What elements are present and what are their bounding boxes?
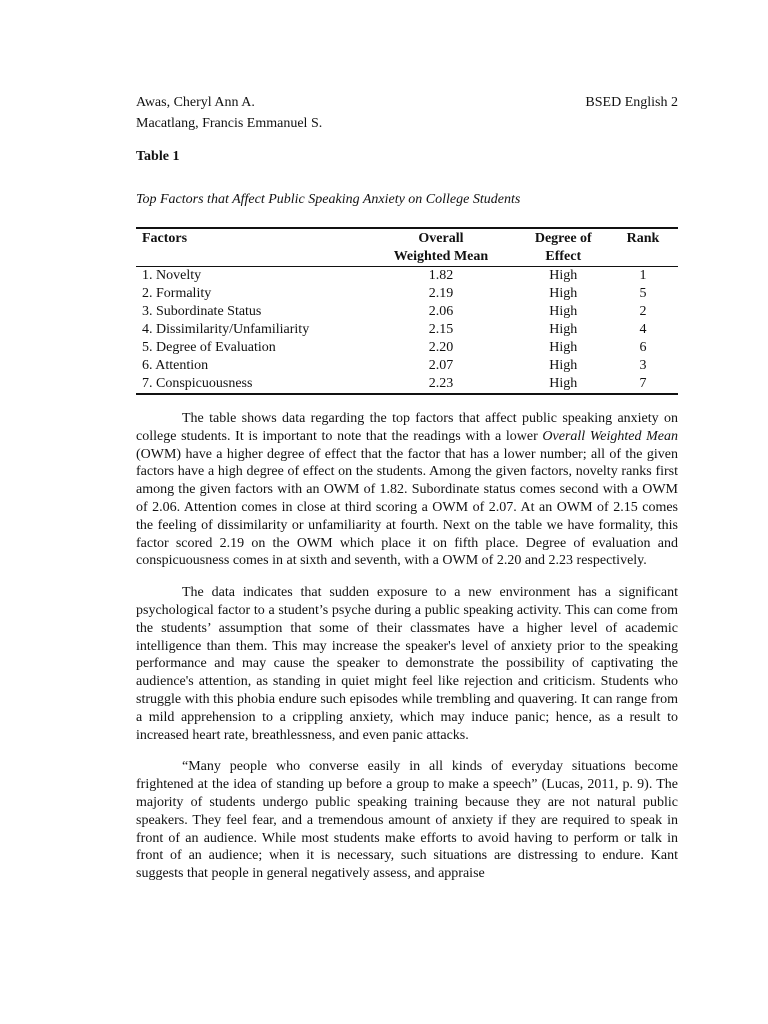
paragraph-1 xyxy=(136,410,678,570)
paragraph-1-text-a: The table shows data regarding the top factors that affect public speaking anxiety on college students. It is important to note that the readings with a lower xyxy=(136,411,678,444)
cell-effect: High xyxy=(549,340,578,355)
paragraph-3: “Many people who converse easily in all kinds of everyday situations become frightened at the idea of standing up before a group to make a speech” (Lucas, 2011, p. 9). The majority of students undergo public speaking training because they are not natural public speakers. They feel fear, and a tremendous amount of anxiety if they are required to speak in front of an audience. While most students make efforts to avoid having to perform or talk in front of an audience; when it is necessary, such situations are distressing to endure. Kant suggests that people in general negatively assess, and appraise xyxy=(136,759,678,882)
course-label: BSED English 2 xyxy=(585,95,678,110)
cell-factor: 1. Novelty xyxy=(142,268,202,283)
cell-effect: High xyxy=(549,322,578,337)
cell-rank: 1 xyxy=(639,268,647,283)
cell-mean: 1.82 xyxy=(428,268,454,283)
cell-mean: 2.20 xyxy=(428,340,454,355)
header-owm xyxy=(363,228,518,267)
author-2: Macatlang, Francis Emmanuel S. xyxy=(136,116,323,131)
table-row xyxy=(136,303,678,321)
cell-factor: 7. Conspicuousness xyxy=(142,376,253,391)
cell-effect: High xyxy=(549,286,578,301)
paragraph-1-italic: Overall Weighted Mean xyxy=(542,428,678,444)
cell-rank: 3 xyxy=(639,358,647,373)
cell-factor: 2. Formality xyxy=(142,286,212,301)
header-owm-line1: Overall xyxy=(418,231,464,246)
cell-rank: 6 xyxy=(639,340,647,355)
table-row xyxy=(136,375,678,394)
cell-rank: 7 xyxy=(639,376,647,391)
header-factors: Factors xyxy=(142,231,188,246)
table-row xyxy=(136,267,678,286)
cell-effect: High xyxy=(549,376,578,391)
cell-factor: 3. Subordinate Status xyxy=(142,304,262,319)
header-rank: Rank xyxy=(626,231,660,246)
table-row xyxy=(136,321,678,339)
cell-rank: 5 xyxy=(639,286,647,301)
header-effect xyxy=(519,228,608,267)
cell-effect: High xyxy=(549,268,578,283)
cell-mean: 2.15 xyxy=(428,322,454,337)
cell-rank: 4 xyxy=(639,322,647,337)
table-row xyxy=(136,357,678,375)
table-row xyxy=(136,285,678,303)
header-row xyxy=(136,92,678,113)
header-effect-line2: Effect xyxy=(545,249,582,264)
cell-factor: 4. Dissimilarity/Unfamiliarity xyxy=(142,322,310,337)
cell-factor: 6. Attention xyxy=(142,358,209,373)
cell-rank: 2 xyxy=(639,304,647,319)
table-row xyxy=(136,339,678,357)
document-page xyxy=(136,92,678,897)
cell-factor: 5. Degree of Evaluation xyxy=(142,340,276,355)
table-label: Table 1 xyxy=(136,149,180,164)
table-header-row xyxy=(136,228,678,267)
cell-mean: 2.23 xyxy=(428,376,454,391)
table-caption: Top Factors that Affect Public Speaking Anxiety on College Students xyxy=(136,192,521,207)
cell-effect: High xyxy=(549,304,578,319)
header-owm-line2: Weighted Mean xyxy=(393,249,489,264)
cell-mean: 2.07 xyxy=(428,358,454,373)
cell-mean: 2.06 xyxy=(428,304,454,319)
paragraph-1-text-b: (OWM) have a higher degree of effect that the factor that has a lower number; all of the given factors have a high degree of effect on the students. Among the given factors, novelty ranks first among the given factors with an OWM of 1.82. Subordinate status comes second with a OWM of 2.06. Attention comes in close at third scoring a OWM of 2.07. At an OWM of 2.15 comes the feeling of dissimilarity or unfamiliarity at fourth. Next on the table we have formality, this factor scored 2.19 on the OWM which place it on fifth place. Degree of evaluation and conspicuousness comes in at sixth and seventh, with a OWM of 2.20 and 2.23 respectively. xyxy=(136,446,678,569)
header-effect-line1: Degree of xyxy=(534,231,592,246)
cell-mean: 2.19 xyxy=(428,286,454,301)
author-1: Awas, Cheryl Ann A. xyxy=(136,95,255,110)
cell-effect: High xyxy=(549,358,578,373)
paragraph-2: The data indicates that sudden exposure to a new environment has a significant psychological factor to a student’s psyche during a public speaking activity. This can come from the students’ assumption that some of their classmates have a higher level of academic intelligence than them. This may increase the speaker's level of anxiety prior to the speaking performance and may cause the speaker to demonstrate the possibility of captivating the audience's attention, as standing in quiet might feel like rejection and criticism. Students who struggle with this phobia endure such episodes while trembling and quavering. It can range from a mild apprehension to a crippling anxiety, which may induce panic; hence, as a result to increased heart rate, breathlessness, and even panic attacks. xyxy=(136,585,678,743)
factors-table xyxy=(136,227,678,395)
